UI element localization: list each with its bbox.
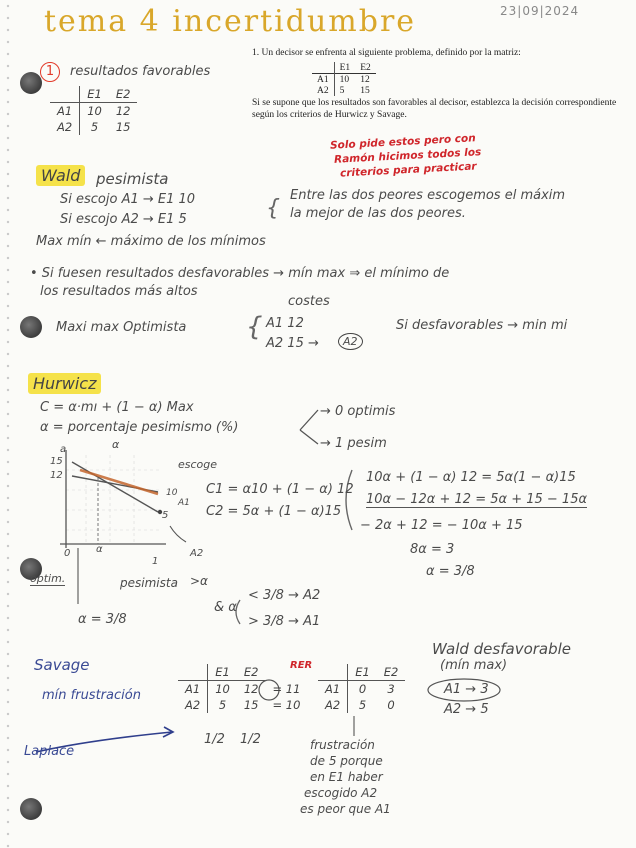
wald-unfav-title: Wald desfavorable: [432, 640, 572, 658]
wald-unfav-r1: A1 → 3: [444, 682, 489, 697]
hurwicz-alpha-def: α = porcentaje pesimismo (%): [40, 420, 239, 435]
matrix-row-label: A2: [317, 85, 329, 96]
section-number-circle: 1: [40, 62, 60, 82]
wald-unfav-r2: A2 → 5: [444, 702, 489, 717]
matrix-row-sum: = 10: [272, 698, 301, 712]
matrix-cell: 15: [360, 85, 370, 96]
hurwicz-opt0: → 0 optimis: [320, 404, 396, 419]
maximax-a2: A2 15 →: [266, 336, 319, 351]
matrix-col: E2: [109, 86, 138, 103]
matrix-col: E2: [237, 664, 266, 681]
graph-label-gt-alpha: >α: [190, 574, 208, 588]
matrix-cell: 10: [208, 681, 237, 698]
hurwicz-eq3: − 2α + 12 = − 10α + 15: [360, 518, 523, 533]
hurwicz-label: Hurwicz: [28, 373, 101, 394]
savage-foot-2: 1/2: [240, 732, 261, 747]
graph-label-y15: 15: [50, 456, 63, 467]
graph-envelope: [80, 470, 158, 494]
matrix-col: E1: [80, 86, 109, 103]
matrix-col: E2: [377, 664, 406, 681]
wald-unfav-sub: (mín max): [440, 658, 508, 673]
graph-label-alpha: α: [112, 438, 120, 451]
matrix-cell: 5: [334, 85, 355, 96]
hurwicz-cond-prefix: & α: [214, 600, 237, 615]
red-note-1: Solo pide estos pero con: [329, 132, 476, 152]
hurwicz-eq2: 10α − 12α + 12 = 5α + 15 − 15α: [366, 492, 588, 507]
matrix-cell: 15: [243, 698, 259, 712]
graph-label-x1: 1: [152, 556, 159, 567]
graph-label-a2: A2: [190, 548, 204, 559]
matrix-cell: 5: [208, 697, 237, 713]
wald-brace-note-2: la mejor de las dos peores.: [290, 206, 466, 221]
savage-expl-5: es peor que A1: [300, 802, 391, 816]
regret-matrix: [318, 664, 405, 713]
brace-icon: {: [246, 312, 263, 342]
hurwicz-cond-lt: < 3/8 → A2: [248, 588, 321, 603]
graph-label-optim: optim.: [30, 572, 66, 585]
matrix-cell: 3: [387, 682, 395, 696]
savage-expl-1: frustración: [310, 738, 375, 752]
matrix-col: E1: [348, 664, 377, 681]
graph-grid: [66, 455, 160, 545]
matrix-cell: 12: [115, 104, 131, 118]
matrix-row-label: A2: [57, 120, 73, 134]
matrix-cell: 5: [80, 119, 109, 135]
savage-label: Savage: [34, 656, 90, 674]
alpha-options-brace: [300, 410, 318, 444]
matrix-cell: 10: [80, 103, 109, 120]
maximax-choice: A2: [338, 333, 363, 350]
hurwicz-cond-gt: > 3/8 → A1: [248, 614, 321, 629]
matrix-row-sum: = 11: [272, 681, 301, 696]
wald-costes: costes: [288, 294, 330, 309]
graph-label-y12: 12: [50, 470, 63, 481]
graph-label-pesimista: pesimista: [120, 576, 178, 590]
matrix-row-label: A2: [325, 698, 341, 712]
matrix-cell: 5: [348, 697, 377, 713]
section1-heading: resultados favorables: [70, 64, 211, 79]
savage-expl-3: en E1 haber: [310, 770, 383, 784]
wald-unfavorable-2: los resultados más altos: [40, 284, 198, 299]
hurwicz-c2: C2 = 5α + (1 − α)15: [206, 504, 342, 519]
graph-arrow-a2: [170, 526, 186, 542]
savage-foot-1: 1/2: [204, 732, 225, 747]
brace-icon: [346, 470, 352, 530]
matrix-row-label: A1: [185, 682, 201, 696]
matrix-cell: 12: [243, 682, 259, 696]
savage-subtitle: mín frustración: [42, 688, 141, 703]
hurwicz-formula: C = α·mı + (1 − α) Max: [40, 400, 194, 415]
graph-label-v5: 5: [162, 510, 169, 521]
matrix-row-label: A1: [325, 682, 341, 696]
hurwicz-eq4: 8α = 3: [410, 542, 455, 557]
matrix-cell: 0: [348, 681, 377, 698]
hurwicz-eq1: 10α + (1 − α) 12 = 5α(1 − α)15: [366, 470, 576, 485]
graph-label-v10: 10: [166, 488, 178, 498]
savage-expl-4: escogido A2: [304, 786, 378, 800]
wald-label: Wald: [36, 165, 85, 186]
matrix-col: E1: [208, 664, 237, 681]
matrix-row-label: A1: [57, 104, 73, 118]
graph-line-a2: [72, 462, 158, 512]
savage-rer: RER: [290, 660, 313, 671]
wald-maxmin: Max mín ← máximo de los mínimos: [36, 234, 266, 249]
graph-label-xalpha: α: [96, 544, 103, 555]
matrix-row-label: A1: [312, 74, 334, 86]
graph-label-alpha-value: α = 3/8: [78, 612, 127, 627]
red-note-3: criterios para practicar: [339, 160, 477, 180]
matrix-cell: 12: [355, 74, 376, 86]
maximax-label: Maxi max Optimista: [56, 320, 187, 335]
matrix-cell: 10: [334, 74, 355, 86]
matrix-col: E2: [360, 62, 371, 73]
problem-question-1: Si se supone que los resultados son favorables al decisor, establezca la decisión correspondiente: [252, 98, 617, 108]
hurwicz-opt1: → 1 pesim: [320, 436, 387, 451]
wald-line-1: Si escojo A1 → E1 10: [60, 192, 196, 207]
savage-expl-2: de 5 porque: [310, 754, 383, 768]
wald-line-2: Si escojo A2 → E1 5: [60, 212, 187, 227]
graph-label-x0: 0: [64, 548, 71, 559]
matrix-cell: 15: [115, 120, 131, 134]
hurwicz-c1: C1 = α10 + (1 − α) 12: [206, 482, 354, 497]
hurwicz-eq5: α = 3/8: [426, 564, 475, 579]
matrix-col: E1: [334, 62, 355, 74]
page-date: 23|09|2024: [500, 4, 580, 18]
graph-label-a1: A1: [178, 498, 190, 508]
page-title: tema 4 incertidumbre: [44, 4, 417, 39]
laplace-label: Laplace: [24, 744, 75, 759]
matrix-row-label: A2: [185, 698, 201, 712]
brace-icon: {: [266, 196, 280, 221]
maximax-unfav-note: Si desfavorables → min mi: [396, 318, 568, 333]
wald-subtitle: pesimista: [96, 170, 169, 188]
savage-matrix: [178, 664, 307, 713]
problem-statement: 1. Un decisor se enfrenta al siguiente problema, definido por la matriz:: [252, 48, 521, 58]
wald-brace-note-1: Entre las dos peores escogemos el máxim: [290, 188, 566, 203]
problem-question-2: según los criterios de Hurwicz y Savage.: [252, 110, 407, 120]
graph-label-escoge: escoge: [178, 458, 218, 471]
wald-unfavorable-1: • Si fuesen resultados desfavorables → mín max ⇒ el mínimo de: [30, 266, 450, 281]
graph-label-a2-top: a: [60, 444, 67, 455]
maximax-a1: A1 12: [266, 316, 304, 331]
red-note-2: Ramón hicimos todos los: [333, 146, 482, 166]
matrix-cell: 0: [387, 698, 395, 712]
